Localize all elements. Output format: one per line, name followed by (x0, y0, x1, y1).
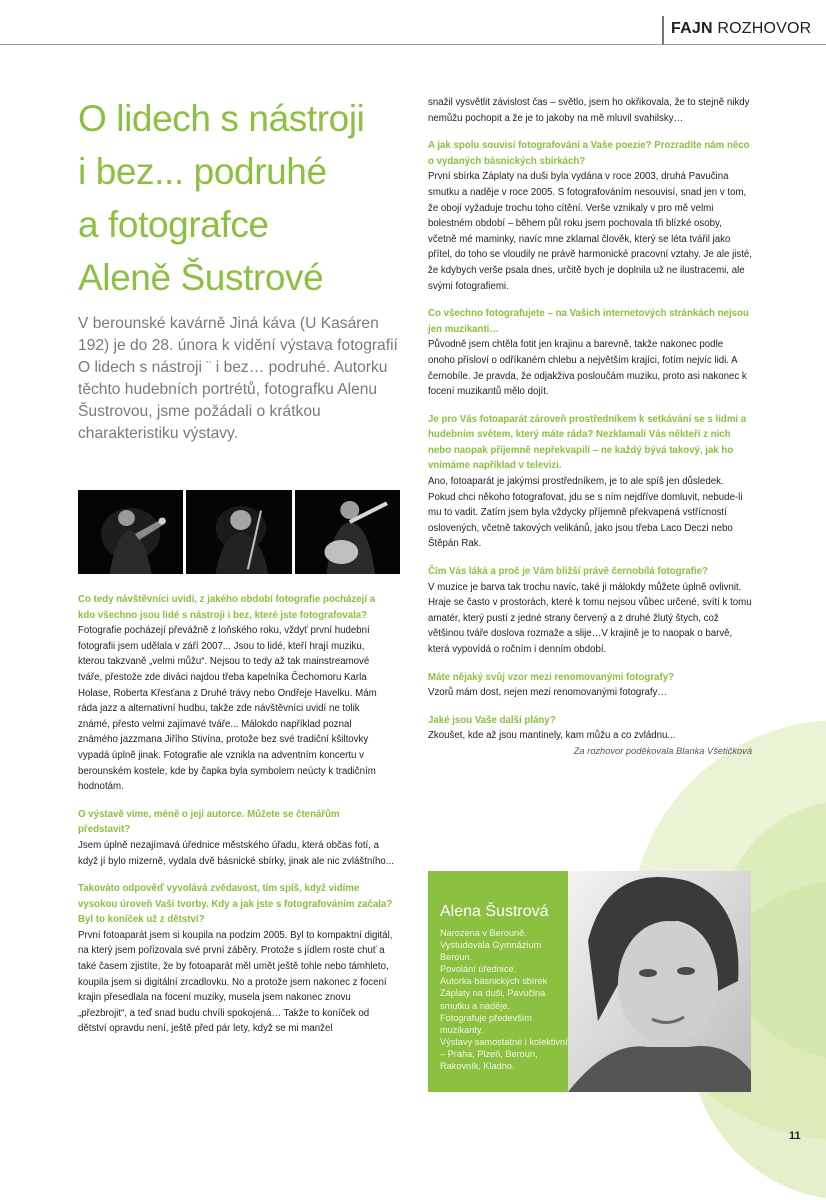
interview-question: Co všechno fotografujete – na Vašich internetových stránkách nejsou jen muzikanti… (428, 308, 749, 335)
interview-answer: V muzice je barva tak trochu navíc, také ji málokdy můžete úplně ovlivnit. Hraje se často v prostorách, které k tomu nejsou vůbec určené, svítí k tomu amatér, který pustí z jedné strany červený a z druhé žlutý štych, což většinou tváře doslova rozmaže a slije…V krajině je to naopak o barvě, která vypovídá o ročním i denním období. (428, 581, 752, 655)
bio-line: Výstavy samostatné i kolektivní – Praha, Plzeň, Beroun, Rakovník, Kladno. (440, 1036, 568, 1072)
author-portrait (568, 871, 751, 1092)
profile-name: Alena Šustrová (440, 903, 549, 920)
bio-line: Vystudovala Gymnázium Beroun. (440, 940, 542, 963)
photo-strip (78, 490, 400, 574)
interview-question: Co tedy návštěvníci uvidí, z jakého období fotografie pocházejí a kdo všechno jsou lidé s nástroji i bez, které jste fotografovala? (78, 594, 376, 621)
header-divider (662, 16, 664, 45)
interview-answer: Fotografie pocházejí převážně z loňského roku, vždyť první hudební fotografii jsem udělala v září 2007... Jsou to lidé, kteří hrají muziku, kterou takzvaně „velmi můžu“. Nejsou to tedy až tak mainstreamové tváře, přestože zde diváci najdou třeba kapelníka Čechomoru Karla Holase, Roberta Křesťana z Druhé trávy nebo Ondřeje Havelku. Mám ráda jazz a alternativní hudbu, takže zde návštěvníci uvidí ne tolik známé, přesto velmi zajímavé tváře... Málokdo například poznal známého jazzmana Jiřího Stivína, protože bez své tradiční kšiltovky vypadá úplně jinak. Fotografie ale vznikla na adventním koncertu v berounském kostele, kde by čapka byla symbolem neúcty k tradičním hodnotám. (78, 625, 377, 793)
bio-line: Povolání úřednice. (440, 964, 517, 975)
interview-question: Je pro Vás fotoaparát zároveň prostředníkem k setkávání se s lidmi a hudebním světem, který máte ráda? Nezklamali Vás někteří z nich nebo naopak příjemně nepřekvapili – ne každý bývá takový, jak ho vnímáme například v televizi. (428, 413, 747, 472)
interview-answer: Ano, fotoaparát je jakýmsi prostředníkem, je to ale spíš jen důsledek. Pokud chci někoho fotografovat, jdu se s ním nejdříve domluvit, nebude-li mu to vadit. Zatím jsem byla vždycky příjemně překvapená vstřícností oslovených, včetně takových velikánů, jako jsou třeba Laco Deczi nebo Štěpán Rak. (428, 476, 743, 550)
bio-line: Fotografuje především muzikanty. (440, 1012, 532, 1035)
interview-question: Máte nějaký svůj vzor mezi renomovanými fotografy? (428, 671, 675, 683)
title-line: Aleně Šustrové (78, 257, 324, 298)
title-line: O lidech s nástroji (78, 98, 365, 139)
magazine-brand: FAJN (671, 20, 713, 37)
interview-answer: Jsem úplně nezajímavá úřednice městského úřadu, která občas fotí, a když jí bylo mizerně, vydala dvě básnické sbírky, jinak ale nic zvláštního... (78, 839, 394, 867)
article-column-left (78, 592, 394, 1037)
section-tag (671, 20, 811, 38)
interview-answer: První fotoaparát jsem si koupila na podzim 2005. Byl to kompaktní digitál, na který jsem pořizovala své první záběry. Protože s jídlem roste chuť a také časem zjistíte, že by fotoaparát měl umět ještě tohle nebo támhleto, koupila jsem si digitální zrcadlovku. No a protože jsem nakonec z focení krajin přesedlala na focení muziky, musela jsem nakonec znovu „přezbrojit“, a teď snad budu chvíli spokojená… Takže to koníček od dětství opravdu není, ještě před pár lety, když se mi manžel (78, 929, 393, 1035)
interview-question: O výstavě víme, méně o její autorce. Můžete se čtenářům představit? (78, 808, 340, 836)
interview-answer: Zkoušet, kde až jsou mantinely, kam můžu a co zvládnu... (428, 730, 676, 742)
interview-question: Čím Vás láká a proč je Vám bližší právě černobílá fotografie? (428, 566, 708, 578)
article-lead: V berounské kavárně Jiná káva (U Kasáren 192) je do 28. února k vidění výstava fotografií O lidech s nástroji ¨ i bez… podruhé. Autorku těchto hudebních portrétů, fotografku Alenu Šustrovou, jsme požádali o krátkou charakteristiku výstavy. (78, 315, 398, 442)
musician-photo-2 (186, 490, 291, 574)
page-number: 11 (789, 1130, 801, 1142)
title-line: i bez... podruhé (78, 151, 327, 192)
guitarist-photo (295, 490, 400, 574)
bio-line: Autorka básnických sbírek Záplaty na duši, Pavučina smutku a naděje. (440, 976, 548, 1011)
interview-question: Takováto odpověď vyvolává zvědavost, tím spíš, když vidíme vysokou úroveň Vaší tvorby. Kdy a jak jste s fotografováním začala? Byl to koníček už z dětství? (78, 883, 393, 926)
article-title (78, 92, 398, 304)
author-profile-box (428, 871, 751, 1092)
header-rule (0, 44, 826, 45)
article-column-right (428, 95, 752, 760)
bio-line: Narozena v Berouně. (440, 928, 527, 938)
interview-answer: První sbírka Záplaty na duši byla vydána v roce 2003, druhá Pavučina smutku a naděje v roce 2005. S fotografováním nesouvisí, snad jen v tom, že obojí vyžaduje trochu toho cítění. Verše vznikaly v pro mě velmi bolestném období – během půl roku jsem pochovala tři blízké osoby, včetně mé maminky, navíc mne zklamal člověk, který se léta tvářil jako přítel, do toho se vloudily ne právě harmonické pracovní vztahy. Je ale jisté, že kdybych verše psala dnes, určitě bych je doplnila už ne ilustracemi, ale svými fotografiemi. (428, 171, 752, 292)
profile-bio (440, 927, 575, 1072)
interview-credit: Za rozhovor poděkovala Blanka Všetičková (573, 745, 752, 756)
interview-question: Jaké jsou Vaše další plány? (428, 714, 556, 726)
interview-question: A jak spolu souvisí fotografování a Vaše poezie? Prozradíte nám něco o vydaných básnických sbírkách? (428, 140, 750, 167)
interview-answer-continued: snažil vysvětlit závislost čas – světlo, jsem ho okřikovala, že to stejně nikdy nemůžu pochopit a že je to jakoby na mě mluvil svahilsky… (428, 97, 750, 124)
musician-photo-1 (78, 490, 183, 574)
interview-answer: Vzorů mám dost, nejen mezi renomovanými fotografy… (428, 687, 668, 699)
interview-answer: Původně jsem chtěla fotit jen krajinu a barevně, takže nakonec podle onoho přísloví o odříkaném chlebu a největším krajíci, fotím nejvíc lidi. A černobíle. Je pravda, že odjakživa posloučám muziku, proto asi nakonec k focení muzikantů mělo dojít. (428, 339, 747, 398)
title-line: a fotografce (78, 204, 269, 245)
section-name: ROZHOVOR (717, 20, 812, 37)
